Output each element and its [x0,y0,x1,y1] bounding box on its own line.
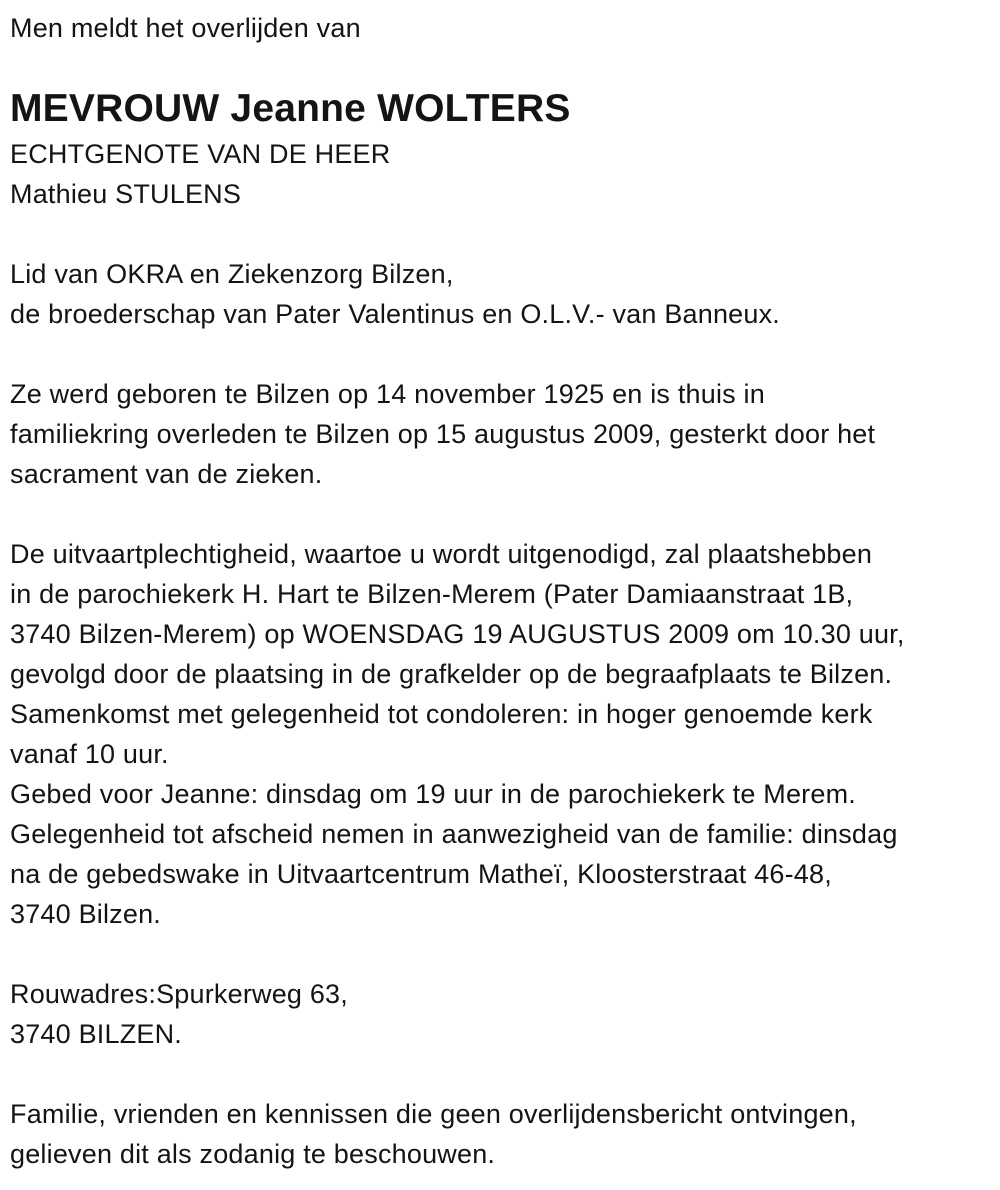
life-dates-line: sacrament van de zieken. [10,459,323,489]
ceremony-line: na de gebedswake in Uitvaartcentrum Matheï, Kloosterstraat 46-48, [10,859,832,889]
ceremony-line: De uitvaartplechtigheid, waartoe u wordt uitgenodigd, zal plaatshebben [10,539,873,569]
life-dates-line: Ze werd geboren te Bilzen op 14 november 1925 en is thuis in [10,379,765,409]
closing-paragraph [10,1094,996,1174]
ceremony-paragraph [10,534,996,934]
ceremony-line: Samenkomst met gelegenheid tot condoleren: in hoger genoemde kerk [10,699,873,729]
membership-line: Lid van OKRA en Ziekenzorg Bilzen, [10,259,454,289]
mourning-address-line: 3740 BILZEN. [10,1019,182,1049]
ceremony-line: vanaf 10 uur. [10,739,169,769]
mourning-address-paragraph [10,974,996,1054]
ceremony-line: gevolgd door de plaatsing in de grafkelder op de begraafplaats te Bilzen. [10,659,893,689]
closing-line: Familie, vrienden en kennissen die geen overlijdensbericht ontvingen, [10,1099,857,1129]
ceremony-line: Gelegenheid tot afscheid nemen in aanwezigheid van de familie: dinsdag [10,819,898,849]
memberships-paragraph [10,254,996,334]
deceased-name: MEVROUW Jeanne WOLTERS [10,87,571,130]
intro-line: Men meldt het overlijden van [10,13,361,43]
ceremony-line: in de parochiekerk H. Hart te Bilzen-Merem (Pater Damiaanstraat 1B, [10,579,854,609]
life-dates-paragraph [10,374,996,494]
ceremony-line: 3740 Bilzen-Merem) op WOENSDAG 19 AUGUSTUS 2009 om 10.30 uur, [10,619,905,649]
ceremony-line: Gebed voor Jeanne: dinsdag om 19 uur in de parochiekerk te Merem. [10,779,856,809]
mourning-address-line: Rouwadres:Spurkerweg 63, [10,979,348,1009]
membership-line: de broederschap van Pater Valentinus en O.L.V.- van Banneux. [10,299,781,329]
life-dates-line: familiekring overleden te Bilzen op 15 augustus 2009, gesterkt door het [10,419,876,449]
spouse-name: Mathieu STULENS [10,179,242,209]
relation-line: ECHTGENOTE VAN DE HEER [10,139,391,169]
ceremony-line: 3740 Bilzen. [10,899,162,929]
closing-line: gelieven dit als zodanig te beschouwen. [10,1139,496,1169]
